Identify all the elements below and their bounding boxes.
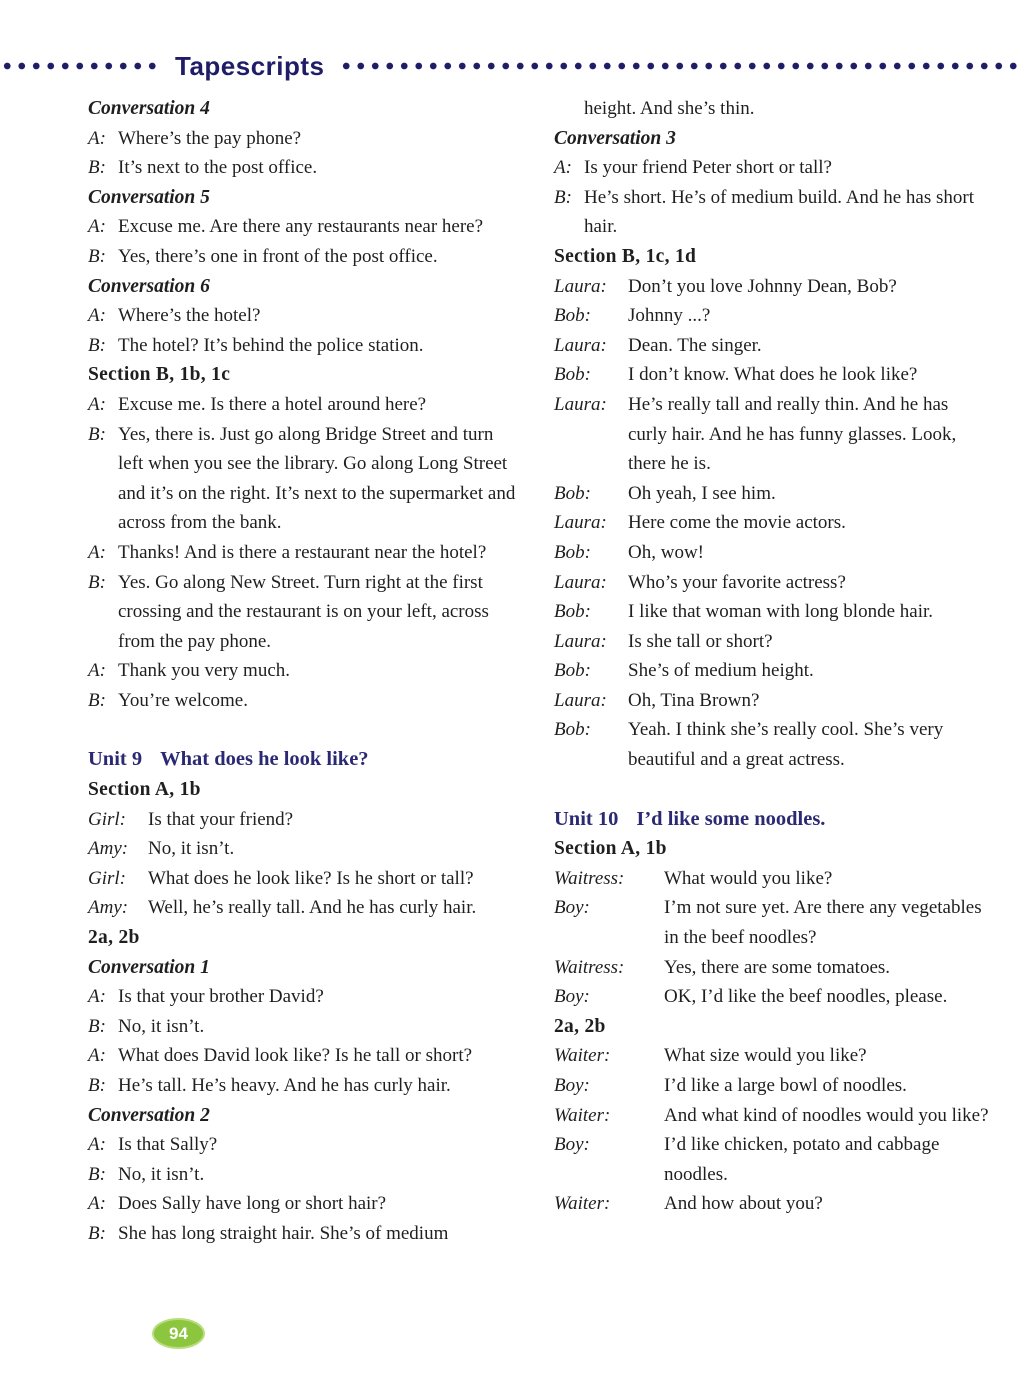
dialogue-text: Yes, there’s one in front of the post office. <box>118 245 438 267</box>
dialogue-line <box>554 272 990 302</box>
dialogue-text: Yes. Go along New Street. Turn right at the first crossing and the restaurant is on your left, across from the pay phone. <box>118 571 489 652</box>
dialogue-line <box>88 568 522 657</box>
speaker-label: Girl: <box>88 867 126 889</box>
section-heading: Section A, 1b <box>554 838 667 860</box>
dialogue-text: She has long straight hair. She’s of medium <box>118 1222 449 1244</box>
dialogue-text: Oh, wow! <box>628 541 704 563</box>
dialogue-line <box>554 893 990 952</box>
conversation-heading: Conversation 6 <box>88 275 210 297</box>
dialogue-line <box>88 212 522 242</box>
dotted-rule-right <box>339 62 1024 70</box>
section-heading: Section B, 1b, 1c <box>88 364 231 386</box>
speaker-label: A: <box>88 127 106 149</box>
dialogue-line <box>88 331 522 361</box>
dialogue-text: What does David look like? Is he tall or short? <box>118 1045 473 1067</box>
dialogue-line <box>554 656 990 686</box>
speaker-label: B: <box>88 571 106 593</box>
dialogue-text: He’s short. He’s of medium build. And he has short hair. <box>584 186 974 238</box>
dialogue-text: Don’t you love Johnny Dean, Bob? <box>628 275 897 297</box>
speaker-label: B: <box>88 423 106 445</box>
dialogue-text: He’s tall. He’s heavy. And he has curly hair. <box>118 1075 451 1096</box>
dialogue-line <box>554 508 990 538</box>
dialogue-line <box>554 538 990 568</box>
speaker-label: Laura: <box>554 393 607 415</box>
speaker-label: A: <box>88 305 106 327</box>
speaker-label: Waiter: <box>554 1193 611 1215</box>
speaker-label: A: <box>88 660 106 682</box>
speaker-label: Boy: <box>554 986 590 1008</box>
continuation-text: height. And she’s thin. <box>584 98 755 119</box>
dialogue-line <box>554 982 990 1012</box>
dialogue-line <box>88 1160 522 1190</box>
unit-number: Unit 10 <box>554 807 619 830</box>
dialogue-text: No, it isn’t. <box>118 1015 205 1037</box>
dialogue-text: He’s really tall and really thin. And he has curly hair. And he has funny glasses. Look, there he is. <box>628 393 957 475</box>
speaker-label: A: <box>88 986 106 1008</box>
dialogue-text: Thank you very much. <box>118 660 291 682</box>
conversation-heading: Conversation 4 <box>88 98 210 119</box>
dialogue-line <box>88 153 522 183</box>
dialogue-line <box>88 982 522 1012</box>
dialogue-line <box>88 1130 522 1160</box>
dialogue-text: The hotel? It’s behind the police station. <box>118 334 424 356</box>
dialogue-text: Yeah. I think she’s really cool. She’s very beautiful and a great actress. <box>628 719 944 771</box>
page-number-badge: 94 <box>152 1318 205 1349</box>
dialogue-line <box>554 568 990 598</box>
speaker-label: Bob: <box>554 601 591 623</box>
dialogue-text: Dean. The singer. <box>628 334 762 356</box>
speaker-label: Bob: <box>554 660 591 682</box>
conversation-heading: Conversation 2 <box>88 1104 210 1126</box>
dialogue-text: Here come the movie actors. <box>628 512 846 534</box>
dialogue-line <box>554 390 990 479</box>
dialogue-line <box>554 331 990 361</box>
unit-title: I’d like some noodles. <box>636 807 826 830</box>
dialogue-line <box>554 1041 990 1071</box>
dialogue-text: Where’s the pay phone? <box>118 127 302 149</box>
speaker-label: B: <box>88 1163 106 1185</box>
dialogue-line <box>88 686 522 716</box>
dialogue-line <box>88 420 522 538</box>
conversation-heading: Conversation 5 <box>88 186 210 208</box>
conversation-heading: Conversation 3 <box>554 127 676 149</box>
unit-heading <box>554 805 990 835</box>
dialogue-text: OK, I’d like the beef noodles, please. <box>664 986 948 1008</box>
speaker-label: Waitress: <box>554 867 625 889</box>
dialogue-text: It’s next to the post office. <box>118 157 318 179</box>
speaker-label: Bob: <box>554 541 591 563</box>
dialogue-text: No, it isn’t. <box>148 838 235 860</box>
dialogue-line <box>88 242 522 272</box>
dialogue-line <box>88 864 522 894</box>
dialogue-text: Oh yeah, I see him. <box>628 482 776 504</box>
section-heading: 2a, 2b <box>554 1015 606 1037</box>
dialogue-text: I’d like chicken, potato and cabbage noodles. <box>664 1134 940 1185</box>
spacer <box>554 775 990 805</box>
speaker-label: A: <box>88 1045 106 1067</box>
dialogue-text: I’m not sure yet. Are there any vegetables in the beef noodles? <box>664 897 982 949</box>
dialogue-text: Who’s your favorite actress? <box>628 571 846 593</box>
speaker-label: Waiter: <box>554 1045 611 1067</box>
speaker-label: A: <box>554 157 572 179</box>
dialogue-line <box>554 1101 990 1131</box>
dialogue-line <box>554 1189 990 1219</box>
section-heading: Section B, 1c, 1d <box>554 245 697 267</box>
dialogue-text: Oh, Tina Brown? <box>628 689 760 711</box>
section-heading: Section A, 1b <box>88 779 201 801</box>
speaker-label: B: <box>554 186 572 208</box>
dialogue-line <box>88 538 522 568</box>
speaker-label: A: <box>88 1193 106 1215</box>
dialogue-line <box>88 834 522 864</box>
speaker-label: A: <box>88 541 106 563</box>
unit-title: What does he look like? <box>160 748 369 771</box>
dialogue-text: Yes, there are some tomatoes. <box>664 956 891 978</box>
dialogue-line <box>554 715 990 774</box>
speaker-label: Bob: <box>554 364 591 386</box>
dialogue-line <box>88 656 522 686</box>
dialogue-line <box>554 953 990 983</box>
dialogue-text: What does he look like? Is he short or tall? <box>148 867 474 889</box>
dialogue-text: Is that Sally? <box>118 1134 218 1156</box>
dialogue-line <box>88 1189 522 1219</box>
dialogue-text: Where’s the hotel? <box>118 305 261 327</box>
dialogue-text: She’s of medium height. <box>628 660 814 682</box>
speaker-label: B: <box>88 1015 106 1037</box>
dialogue-text: And what kind of noodles would you like? <box>664 1104 989 1126</box>
speaker-label: B: <box>88 334 106 356</box>
dialogue-line <box>554 360 990 390</box>
speaker-label: Girl: <box>88 808 126 830</box>
dialogue-line <box>554 1071 990 1101</box>
dialogue-text: And how about you? <box>664 1193 823 1215</box>
dialogue-text: Is that your brother David? <box>118 986 324 1008</box>
speaker-label: Bob: <box>554 305 591 327</box>
dialogue-line <box>88 124 522 154</box>
spacer <box>88 715 522 745</box>
speaker-label: Laura: <box>554 689 607 711</box>
speaker-label: B: <box>88 1075 106 1096</box>
speaker-label: A: <box>88 1134 106 1156</box>
dialogue-text: You’re welcome. <box>118 689 248 711</box>
dialogue-line <box>88 893 522 923</box>
unit-heading <box>88 745 522 775</box>
speaker-label: Laura: <box>554 512 607 534</box>
dialogue-line <box>554 183 990 242</box>
left-column <box>88 94 522 1249</box>
dialogue-line <box>88 1041 522 1071</box>
speaker-label: B: <box>88 157 106 179</box>
speaker-label: Boy: <box>554 1075 590 1096</box>
speaker-label: B: <box>88 1222 106 1244</box>
dialogue-line <box>88 1071 522 1101</box>
dialogue-line <box>88 390 522 420</box>
dialogue-text: Is your friend Peter short or tall? <box>584 157 832 179</box>
dialogue-text: No, it isn’t. <box>118 1163 205 1185</box>
speaker-label: Amy: <box>88 897 129 919</box>
speaker-label: Bob: <box>554 482 591 504</box>
speaker-label: Waitress: <box>554 956 625 978</box>
speaker-label: Laura: <box>554 334 607 356</box>
dialogue-text: Johnny ...? <box>628 305 711 327</box>
dialogue-text: Thanks! And is there a restaurant near the hotel? <box>118 541 487 563</box>
dialogue-text: What size would you like? <box>664 1045 867 1067</box>
dialogue-line <box>554 153 990 183</box>
dialogue-text: I’d like a large bowl of noodles. <box>664 1075 907 1096</box>
tapescripts-header <box>0 50 1024 82</box>
dialogue-text: I like that woman with long blonde hair. <box>628 601 934 623</box>
speaker-label: Amy: <box>88 838 129 860</box>
dialogue-line <box>554 1130 990 1189</box>
conversation-heading: Conversation 1 <box>88 956 210 978</box>
dialogue-line <box>554 627 990 657</box>
speaker-label: Bob: <box>554 719 591 741</box>
dialogue-text: Does Sally have long or short hair? <box>118 1193 387 1215</box>
dialogue-text: I don’t know. What does he look like? <box>628 364 918 386</box>
speaker-label: Boy: <box>554 897 590 919</box>
dialogue-text: Is that your friend? <box>148 808 294 830</box>
dialogue-line <box>88 805 522 835</box>
speaker-label: Laura: <box>554 571 607 593</box>
dialogue-text: Excuse me. Are there any restaurants near here? <box>118 216 484 238</box>
speaker-label: B: <box>88 245 106 267</box>
dialogue-line <box>88 1012 522 1042</box>
speaker-label: Boy: <box>554 1134 590 1156</box>
dotted-rule-left <box>0 62 162 70</box>
speaker-label: Laura: <box>554 630 607 652</box>
dialogue-text: Is she tall or short? <box>628 630 773 652</box>
page-title: Tapescripts <box>175 50 325 81</box>
dialogue-text: Excuse me. Is there a hotel around here? <box>118 393 427 415</box>
dialogue-line <box>554 479 990 509</box>
dialogue-line <box>88 301 522 331</box>
unit-number: Unit 9 <box>88 748 143 771</box>
dialogue-line <box>554 301 990 331</box>
dialogue-text: Yes, there is. Just go along Bridge Street and turn left when you see the library. Go along Long Street and it’s on the right. It’s next to the supermarket and across from the bank. <box>118 423 516 534</box>
speaker-label: A: <box>88 216 106 238</box>
dialogue-line <box>554 597 990 627</box>
speaker-label: B: <box>88 689 106 711</box>
dialogue-line <box>554 864 990 894</box>
section-heading: 2a, 2b <box>88 927 140 949</box>
dialogue-text: Well, he’s really tall. And he has curly hair. <box>148 897 477 919</box>
dialogue-text: What would you like? <box>664 867 833 889</box>
speaker-label: Waiter: <box>554 1104 611 1126</box>
right-column <box>554 94 990 1219</box>
speaker-label: Laura: <box>554 275 607 297</box>
dialogue-line <box>554 686 990 716</box>
speaker-label: A: <box>88 393 106 415</box>
dialogue-line <box>88 1219 522 1249</box>
